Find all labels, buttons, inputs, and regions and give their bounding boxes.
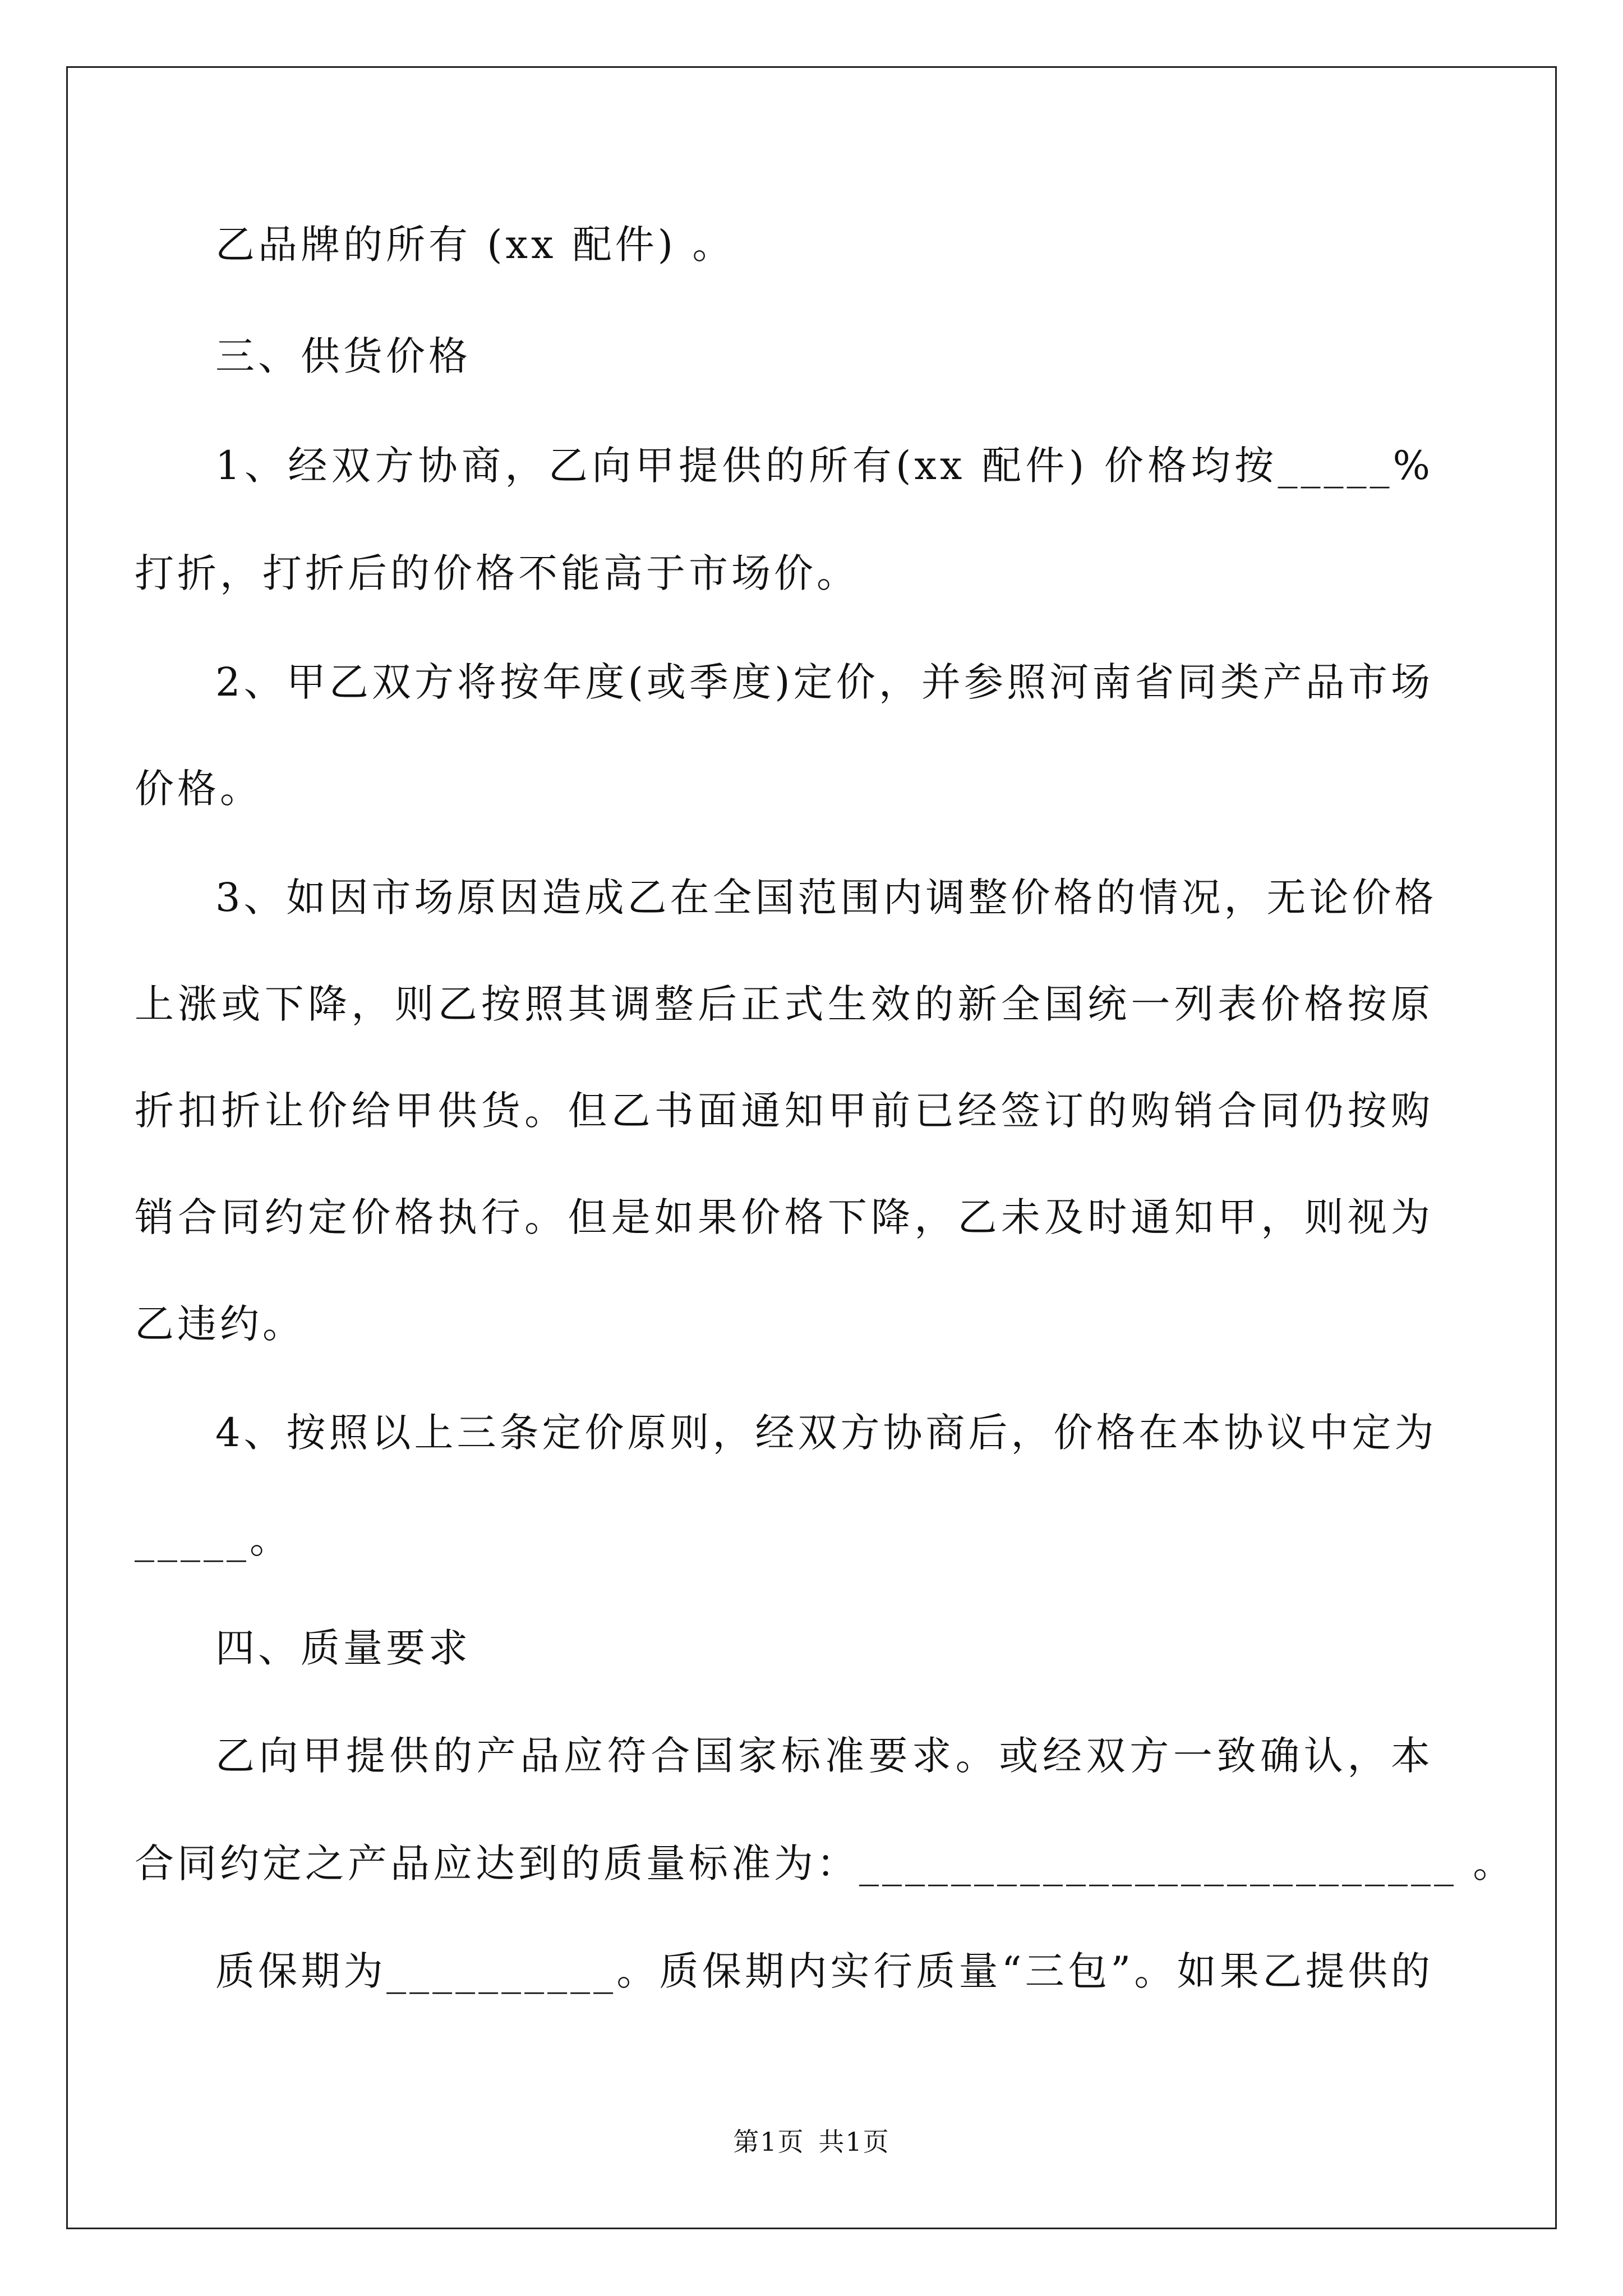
section-heading: 四、质量要求: [215, 1625, 471, 1671]
paragraph-line: 折扣折让价给甲供货。但乙书面通知甲前已经签订的购销合同仍按购: [135, 1088, 1433, 1134]
paragraph-line: 1、经双方协商，乙向甲提供的所有(xx 配件) 价格均按_____%: [215, 443, 1433, 489]
page-frame: [66, 66, 1557, 2229]
paragraph-line: 合同约定之产品应达到的质量标准为：__________________________ 。: [135, 1841, 1516, 1887]
section-heading: 三、供货价格: [215, 333, 471, 379]
paragraph-line: 4、按照以上三条定价原则，经双方协商后，价格在本协议中定为: [215, 1410, 1437, 1456]
paragraph-line: _____。: [135, 1516, 292, 1562]
paragraph-line: 销合同约定价格执行。但是如果价格下降，乙未及时通知甲，则视为: [135, 1194, 1433, 1240]
paragraph-line: 乙违约。: [135, 1301, 305, 1347]
paragraph-line: 打折，打折后的价格不能高于市场价。: [135, 550, 859, 596]
paragraph-line: 质保期为__________。质保期内实行质量“三包”。如果乙提供的: [215, 1948, 1433, 1994]
paragraph-line: 乙品牌的所有 (xx 配件) 。: [215, 222, 735, 268]
paragraph-line: 2、甲乙双方将按年度(或季度)定价，并参照河南省同类产品市场: [215, 659, 1433, 705]
paragraph-line: 3、如因市场原因造成乙在全国范围内调整价格的情况，无论价格: [215, 875, 1437, 921]
paragraph-line: 价格。: [135, 766, 262, 812]
page-total: 共1页: [818, 2127, 890, 2157]
paragraph-line: 上涨或下降，则乙按照其调整后正式生效的新全国统一列表价格按原: [135, 981, 1433, 1027]
page-number: 第1页: [733, 2127, 805, 2157]
paragraph-line: 乙向甲提供的产品应符合国家标准要求。或经双方一致确认，本: [215, 1733, 1433, 1779]
page-footer: [0, 2125, 1623, 2159]
